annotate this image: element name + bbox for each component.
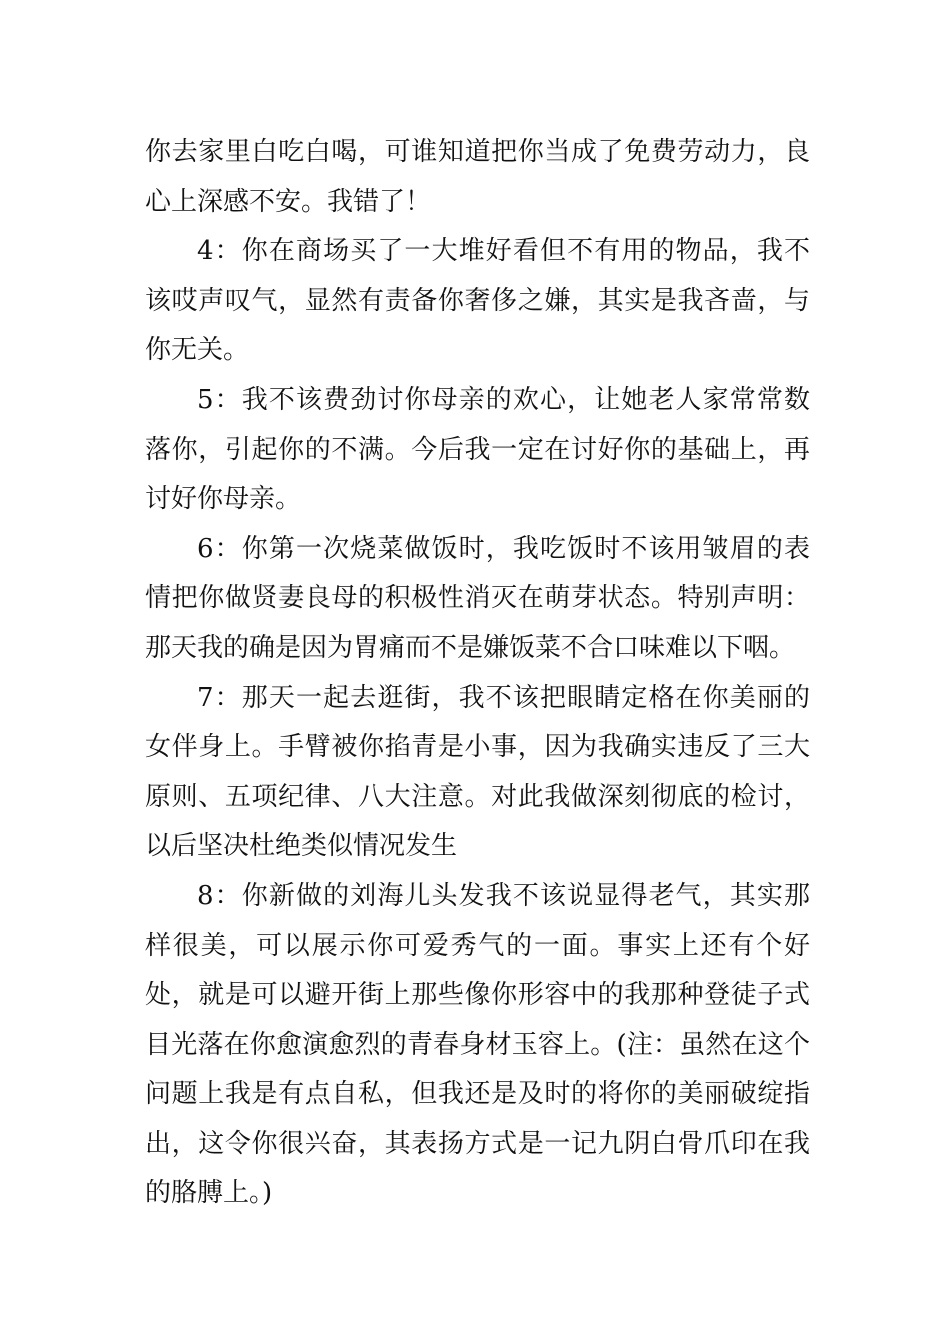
- paragraph-item-7: 7：那天一起去逛街，我不该把眼睛定格在你美丽的女伴身上。手臂被你掐青是小事，因为我确实违反了三大原则、五项纪律、八大注意。对此我做深刻彻底的检讨，以后坚决杜绝类似情况发生: [145, 682, 810, 862]
- paragraph-continuation: 你去家里白吃白喝，可谁知道把你当成了免费劳动力，良心上深感不安。我错了！: [145, 137, 810, 217]
- paragraph-item-5: 5：我不该费劲讨你母亲的欢心，让她老人家常常数落你，引起你的不满。今后我一定在讨好你的基础上，再讨好你母亲。: [145, 384, 810, 515]
- paragraph-item-8: 8：你新做的刘海儿头发我不该说显得老气，其实那样很美，可以展示你可爱秀气的一面。事实上还有个好处，就是可以避开街上那些像你形容中的我那种登徒子式目光落在你愈演愈烈的青春身材玉容上。(注：虽然在这个问题上我是有点自私，但我还是及时的将你的美丽破绽指出，这令你很兴奋，其表扬方式是一记九阴白骨爪印在我的胳膊上。): [145, 880, 810, 1209]
- document-body: [145, 128, 810, 1219]
- paragraph-item-6: 6：你第一次烧菜做饭时，我吃饭时不该用皱眉的表情把你做贤妻良母的积极性消灭在萌芽状态。特别声明：那天我的确是因为胃痛而不是嫌饭菜不合口味难以下咽。: [145, 533, 810, 663]
- paragraph-item-4: 4：你在商场买了一大堆好看但不有用的物品，我不该哎声叹气，显然有责备你奢侈之嫌，其实是我吝啬，与你无关。: [145, 236, 810, 366]
